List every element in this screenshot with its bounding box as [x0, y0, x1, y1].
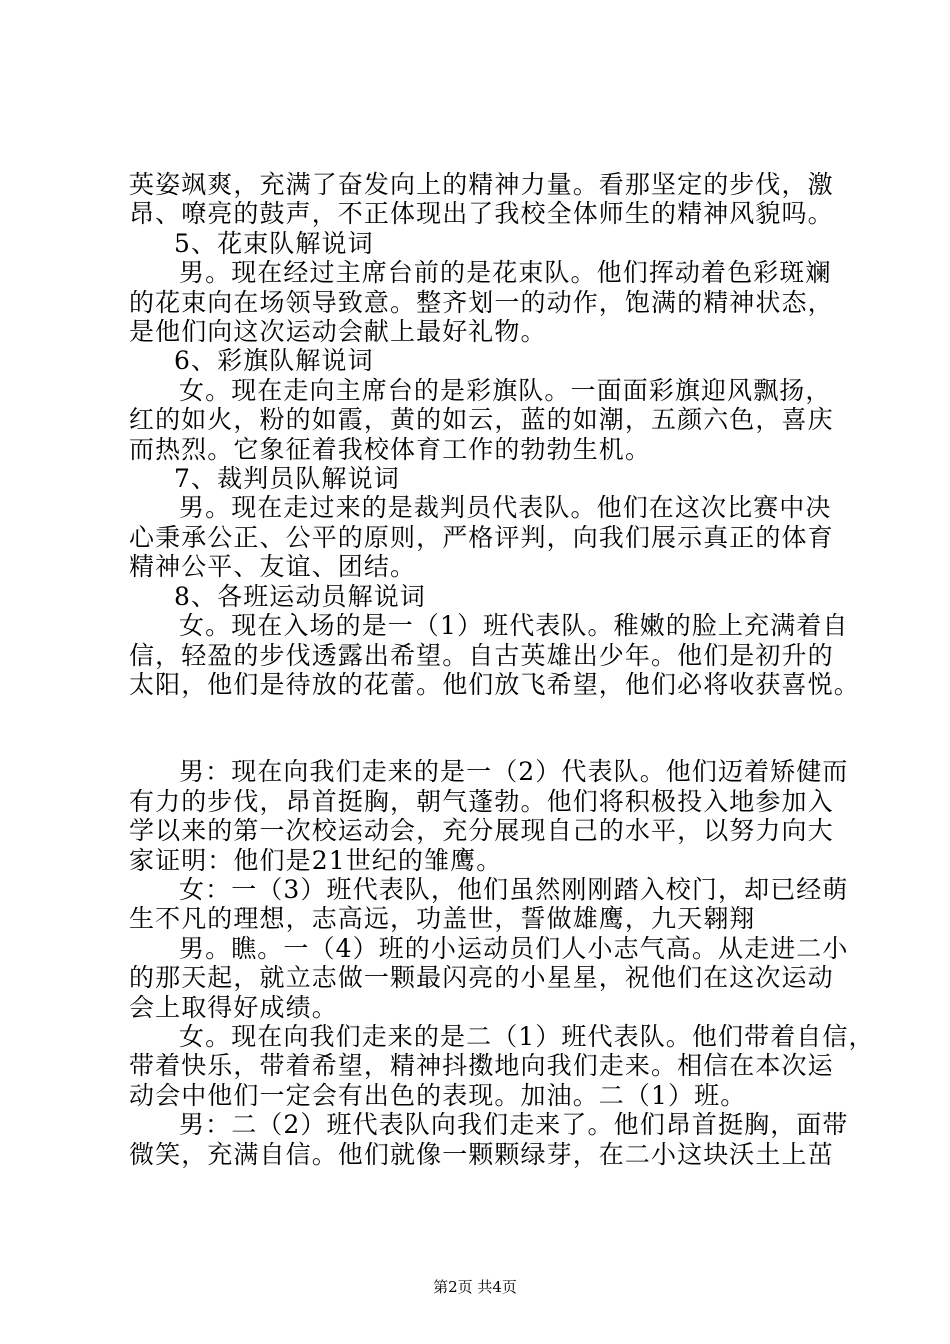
- text-line: 英姿飒爽，充满了奋发向上的精神力量。看那坚定的步伐，激: [129, 170, 834, 199]
- text-line: 家证明：他们是21世纪的雏鹰。: [129, 845, 503, 875]
- text-line: 红的如火，粉的如霞，黄的如云，蓝的如潮，五颜六色，喜庆: [129, 405, 834, 435]
- text-line: 生不凡的理想，志高远，功盖世，誓做雄鹰，九天翱翔: [129, 904, 756, 934]
- text-line: 信，轻盈的步伐透露出希望。自古英雄出少年。他们是初升的: [129, 640, 834, 670]
- text-line: 女。现在向我们走来的是二（1）班代表队。他们带着自信，: [179, 1021, 875, 1051]
- text-line: 男。现在经过主席台前的是花束队。他们挥动着色彩斑斓: [179, 258, 832, 288]
- text-line: 有力的步伐，昂首挺胸，朝气蓬勃。他们将积极投入地参加入: [129, 786, 834, 816]
- paragraph-gap: [129, 699, 829, 757]
- text-line: 男：二（2）班代表队向我们走来了。他们昂首挺胸，面带: [179, 1110, 849, 1140]
- text-line: 微笑，充满自信。他们就像一颗颗绿芽，在二小这块沃土上茁: [129, 1139, 834, 1169]
- text-line: 男：现在向我们走来的是一（2）代表队。他们迈着矫健而: [179, 757, 849, 787]
- text-line: 女：一（3）班代表队，他们虽然刚刚踏入校门，却已经萌: [179, 874, 849, 904]
- document-body: [129, 170, 875, 1169]
- text-line: 太阳，他们是待放的花蕾。他们放飞希望，他们必将收获喜悦。: [129, 669, 860, 699]
- text-line: 女。现在入场的是一（1）班代表队。稚嫩的脸上充满着自: [179, 611, 849, 641]
- text-line: 学以来的第一次校运动会，充分展现自己的水平，以努力向大: [129, 816, 834, 846]
- section-heading-8: 8、各班运动员解说词: [174, 581, 426, 611]
- text-line: 带着快乐，带着希望，精神抖擞地向我们走来。相信在本次运: [129, 1051, 834, 1081]
- text-line: 的花束向在场领导致意。整齐划一的动作，饱满的精神状态，: [129, 287, 834, 317]
- text-line: 动会中他们一定会有出色的表现。加油。二（1）班。: [129, 1080, 747, 1110]
- section-heading-7: 7、裁判员队解说词: [174, 464, 400, 494]
- text-line: 昂、嘹亮的鼓声，不正体现出了我校全体师生的精神风貌吗。: [129, 199, 834, 229]
- text-line: 女。现在走向主席台的是彩旗队。一面面彩旗迎风飘扬，: [179, 375, 832, 405]
- text-line: 心秉承公正、公平的原则，严格评判，向我们展示真正的体育: [129, 522, 834, 552]
- text-line: 男。现在走过来的是裁判员代表队。他们在这次比赛中决: [179, 493, 832, 523]
- page-number-footer: 第2页 共4页: [433, 1278, 517, 1296]
- text-line: 会上取得好成绩。: [129, 992, 338, 1022]
- text-line: 而热烈。它象征着我校体育工作的勃勃生机。: [129, 434, 652, 464]
- text-line: 的那天起，就立志做一颗最闪亮的小星星，祝他们在这次运动: [129, 963, 834, 993]
- text-line: 是他们向这次运动会献上最好礼物。: [129, 317, 547, 347]
- section-heading-6: 6、彩旗队解说词: [174, 346, 374, 376]
- text-line: 精神公平、友谊、团结。: [129, 552, 417, 582]
- section-heading-5: 5、花束队解说词: [174, 228, 374, 258]
- text-line: 男。瞧。一（4）班的小运动员们人小志气高。从走进二小: [179, 933, 849, 963]
